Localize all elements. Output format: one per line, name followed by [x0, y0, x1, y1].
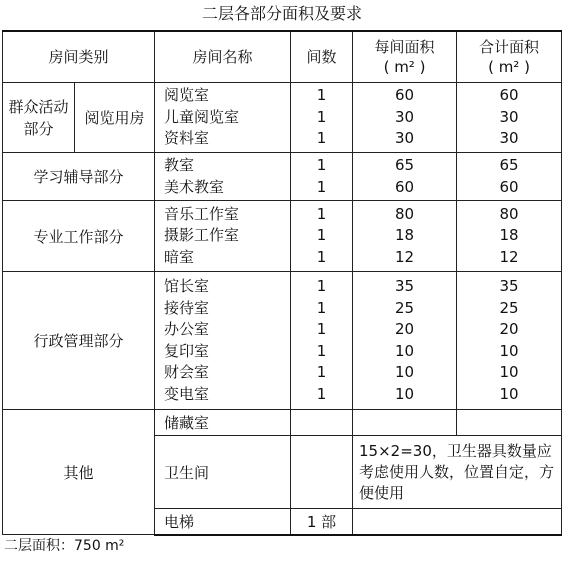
total-area-value: 80: [499, 204, 519, 223]
header-category: 房间类别: [3, 31, 155, 83]
total-area-admin: [457, 272, 562, 410]
total-area-work: [457, 201, 562, 272]
room-name: 变电室: [164, 384, 210, 403]
per-area-value: 30: [394, 129, 415, 148]
room-name: 儿童阅览室: [164, 107, 240, 126]
per-area-study: [353, 153, 457, 201]
room-count: 1: [316, 226, 327, 245]
total-area-value: 30: [499, 129, 519, 148]
room-name-toilet: 卫生间: [155, 436, 291, 509]
subcategory-reading: 阅览用房: [75, 83, 155, 153]
room-names-admin: [155, 272, 291, 410]
total-area-value: 12: [499, 247, 519, 266]
category-public: 群众活动部分: [3, 83, 75, 153]
floor-area-note: 二层面积：750 m²: [4, 538, 125, 554]
room-count: 1: [316, 247, 327, 266]
per-area-value: 10: [394, 363, 415, 381]
room-count: 1: [316, 363, 327, 381]
per-area-value: 80: [394, 204, 415, 223]
per-area-admin: [353, 272, 457, 410]
category-other: 其他: [3, 410, 155, 535]
table-row: [3, 153, 562, 201]
area-requirements-table: [2, 30, 562, 536]
room-name: 馆长室: [164, 277, 210, 295]
header-room-name: 房间名称: [155, 31, 291, 83]
table-row: [3, 272, 562, 410]
per-area-value: 10: [394, 384, 415, 403]
room-name: 阅览室: [164, 86, 210, 105]
note-elevator: [353, 509, 562, 535]
room-name-elevator: 电梯: [155, 509, 291, 535]
room-count: 1: [316, 177, 327, 196]
room-names-work: [155, 201, 291, 272]
total-area-value: 18: [499, 226, 519, 245]
header-per-area-label: 每间面积: [374, 38, 435, 56]
per-area-value: 20: [394, 320, 415, 338]
table-row: [3, 201, 562, 272]
per-area-value: 35: [394, 277, 415, 295]
room-name: 暗室: [164, 247, 195, 266]
table-row: [3, 410, 562, 436]
header-per-area-unit: ( m² ): [383, 58, 426, 76]
room-name: 接待室: [164, 298, 210, 317]
total-area-value: 30: [499, 107, 519, 126]
total-area-value: 35: [499, 277, 519, 295]
category-work: 专业工作部分: [3, 201, 155, 272]
room-count: 1: [316, 320, 327, 338]
header-count: 间数: [291, 31, 353, 83]
per-area-storage: [353, 410, 457, 436]
room-count: 1: [316, 107, 327, 126]
room-count: 1: [316, 86, 327, 105]
room-count: 1: [316, 341, 327, 360]
total-area-storage: [457, 410, 562, 436]
room-counts-public: [291, 83, 353, 153]
room-count: 1: [316, 129, 327, 148]
room-names-study: [155, 153, 291, 201]
room-name: 音乐工作室: [164, 204, 240, 223]
category-admin: 行政管理部分: [3, 272, 155, 410]
total-area-value: 60: [499, 86, 519, 105]
room-count-elevator: 1 部: [291, 509, 353, 535]
room-counts-admin: [291, 272, 353, 410]
total-area-public: [457, 83, 562, 153]
total-area-value: 65: [499, 156, 519, 174]
total-area-value: 25: [499, 298, 519, 317]
per-area-value: 30: [394, 107, 415, 126]
room-name-storage: 储藏室: [155, 410, 291, 436]
room-count: 1: [316, 156, 327, 174]
room-names-public: [155, 83, 291, 153]
total-area-value: 20: [499, 320, 519, 338]
room-count-toilet: [291, 436, 353, 509]
room-counts-work: [291, 201, 353, 272]
per-area-value: 18: [394, 226, 415, 245]
per-area-public: [353, 83, 457, 153]
header-row: [3, 31, 562, 83]
room-count: 1: [316, 384, 327, 403]
room-counts-study: [291, 153, 353, 201]
total-area-value: 10: [499, 363, 519, 381]
per-area-value: 10: [394, 341, 415, 360]
total-area-value: 10: [499, 384, 519, 403]
room-count: 1: [316, 204, 327, 223]
room-name: 教室: [164, 156, 195, 174]
header-total-area: [457, 31, 562, 83]
toilet-note: 15×2=30，卫生器具数量应考虑使用人数，位置自定，方便使用: [353, 436, 562, 509]
per-area-value: 60: [394, 177, 415, 196]
total-area-value: 60: [499, 177, 519, 196]
total-area-value: 10: [499, 341, 519, 360]
per-area-value: 25: [394, 298, 415, 317]
room-count: 1: [316, 298, 327, 317]
header-per-area: [353, 31, 457, 83]
table-row: [3, 83, 562, 153]
per-area-work: [353, 201, 457, 272]
room-name: 办公室: [164, 320, 210, 338]
header-total-area-unit: ( m² ): [488, 58, 530, 76]
room-name: 资料室: [164, 129, 210, 148]
room-name: 复印室: [164, 341, 210, 360]
header-total-area-label: 合计面积: [479, 38, 540, 56]
total-area-study: [457, 153, 562, 201]
per-area-value: 60: [394, 86, 415, 105]
room-name: 美术教室: [164, 177, 225, 196]
room-count-storage: [291, 410, 353, 436]
room-name: 财会室: [164, 363, 210, 381]
per-area-value: 65: [394, 156, 415, 174]
table-title: 二层各部分面积及要求: [201, 4, 362, 23]
per-area-value: 12: [394, 247, 415, 266]
category-study: 学习辅导部分: [3, 153, 155, 201]
room-count: 1: [316, 277, 327, 295]
room-name: 摄影工作室: [164, 226, 240, 245]
